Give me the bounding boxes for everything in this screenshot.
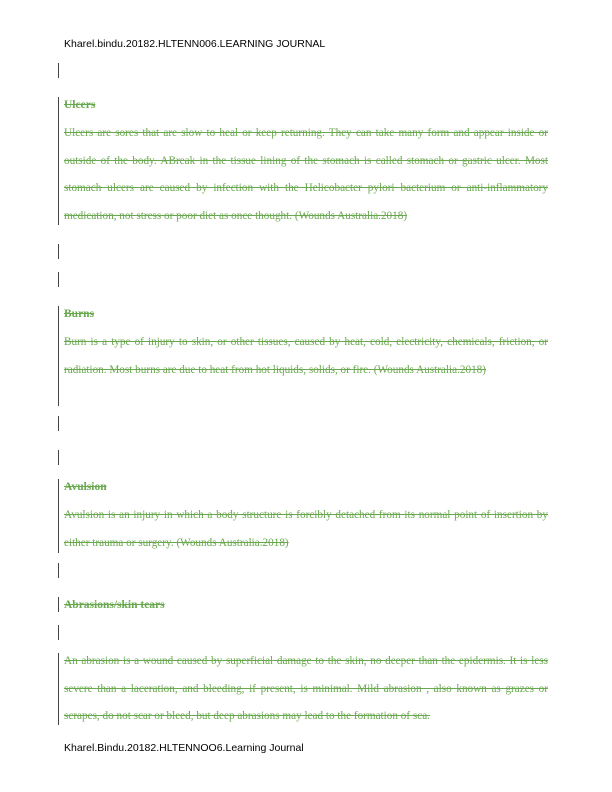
section-body-ulcers: Ulcers are sores that are slow to heal or keep returning. They can take many form and appear inside or outside of the body. ABreak in the tissue lining of the stomach is called stomach or gastric ulcer. Most stomach ulcers are caused by infection with the Helicobacter pylori bacterium or anti-inflammatory medication, not stress or poor diet as once thought. (Wounds Australia.2018) [64, 127, 548, 222]
change-bar [58, 653, 59, 725]
change-bar [58, 450, 59, 465]
change-bar [58, 416, 59, 431]
change-bar [58, 625, 59, 640]
change-bar [58, 97, 59, 225]
section-heading-avulsion: Avulsion [64, 481, 107, 493]
change-bar [58, 63, 59, 78]
change-bar [58, 244, 59, 259]
section-heading-burns: Burns [64, 308, 95, 320]
change-bar [58, 306, 59, 406]
change-bar [58, 563, 59, 578]
change-bar [58, 272, 59, 287]
section-body-avulsion: Avulsion is an injury in which a body structure is forcibly detached from its normal point of insertion by either trauma or surgery. (Wounds Australia.2018) [64, 509, 548, 549]
section-body-abrasions: An abrasion is a wound caused by superficial damage to the skin, no deeper than the epidermis. It is less severe than a laceration, and bleeding, if present, is minimal. Mild abrasion , also known as grazes or scrapes, do not scar or bleed, but deep abrasions may lead to the formation of sca. [64, 655, 548, 722]
change-bar [58, 597, 59, 612]
section-heading-abrasions: Abrasions/skin tears [64, 599, 165, 611]
page-footer: Kharel.Bindu.20182.HLTENNOO6.Learning Journal [64, 742, 304, 754]
change-bar [58, 479, 59, 553]
section-body-burns: Burn is a type of injury to skin, or other tissues, caused by heat, cold, electricity, chemicals, friction, or radiation. Most burns are due to heat from hot liquids, solids, or fire. (Wounds Australia.2018) [64, 336, 548, 376]
section-heading-ulcers: Ulcers [64, 99, 96, 111]
page-header: Kharel.bindu.20182.HLTENN006.LEARNING JOURNAL [64, 38, 326, 50]
